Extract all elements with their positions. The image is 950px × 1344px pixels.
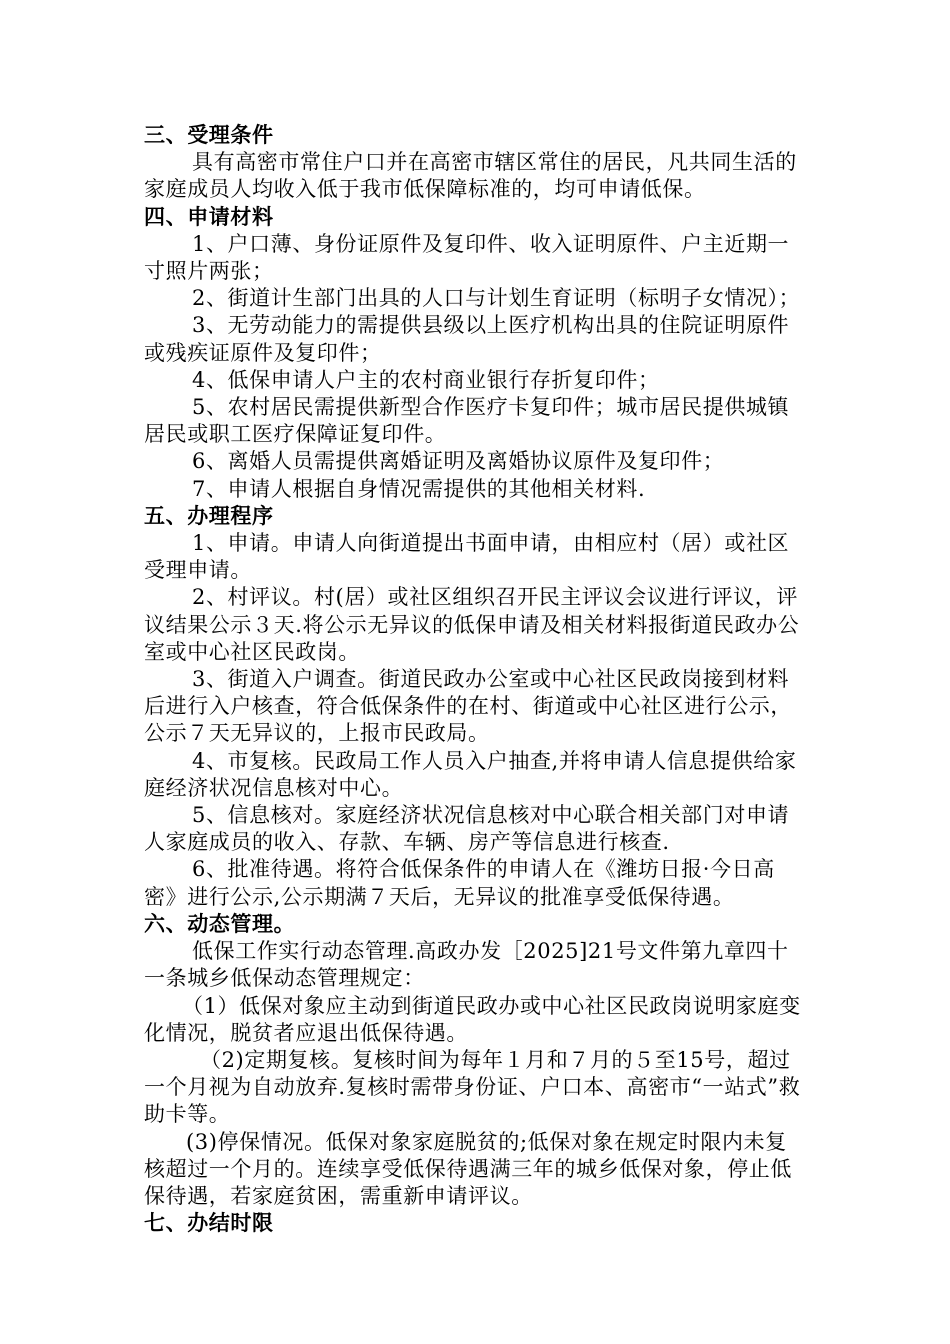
list-item: 3、街道入户调查。街道民政办公室或中心社区民政岗接到材料后进行入户核查，符合低保条件的在村、街道或中心社区进行公示，公示７天无异议的，上报市民政局。 <box>144 667 792 746</box>
section-heading: 六、动态管理。 <box>144 911 296 936</box>
list-item: (3)停保情况。低保对象家庭脱贫的;低保对象在规定时限内未复核超过一个月的。连续享受低保待遇满三年的城乡低保对象，停止低保待遇，若家庭贫困，需重新申请评议。 <box>144 1129 792 1208</box>
section-heading: 五、办理程序 <box>144 503 274 528</box>
document-page <box>144 122 806 1237</box>
list-item: 5、农村居民需提供新型合作医疗卡复印件；城市居民提供城镇居民或职工医疗保障证复印件。 <box>144 395 790 447</box>
list-item: 6、离婚人员需提供离婚证明及离婚协议原件及复印件； <box>192 449 725 474</box>
list-item: （1）低保对象应主动到街道民政办或中心社区民政岗说明家庭变化情况，脱贫者应退出低保待遇。 <box>144 993 801 1045</box>
section-heading: 七、办结时限 <box>144 1211 274 1236</box>
list-item: 6、批准待遇。将符合低保条件的申请人在《潍坊日报·今日高密》进行公示,公示期满７天后，无异议的批准享受低保待遇。 <box>144 857 775 909</box>
paragraph: 具有高密市常住户口并在高密市辖区常住的居民，凡共同生活的家庭成员人均收入低于我市低保障标准的，均可申请低保。 <box>144 150 797 202</box>
list-item: 2、街道计生部门出具的人口与计划生育证明（标明子女情况）； <box>192 286 801 311</box>
paragraph: 低保工作实行动态管理.高政办发［2025]21号文件第九章四十一条城乡低保动态管理规定： <box>144 939 789 991</box>
list-item: 2、村评议。村(居）或社区组织召开民主评议会议进行评议，评议结果公示３天.将公示无异议的低保申请及相关材料报街道民政办公室或中心社区民政岗。 <box>144 585 800 664</box>
section-heading: 三、受理条件 <box>144 123 274 147</box>
list-item: 4、低保申请人户主的农村商业银行存折复印件； <box>192 367 660 392</box>
list-item: 5、信息核对。家庭经济状况信息核对中心联合相关部门对申请人家庭成员的收入、存款、车辆、房产等信息进行核查. <box>144 803 790 855</box>
list-item: 1、申请。申请人向街道提出书面申请，由相应村（居）或社区受理申请。 <box>144 531 790 583</box>
section-heading: 四、申请材料 <box>144 204 274 229</box>
list-item: （2)定期复核。复核时间为每年１月和７月的５至15号，超过一个月视为自动放弃.复核时需带身份证、户口本、高密市“一站式”救助卡等。 <box>144 1047 801 1127</box>
list-item: 7、申请人根据自身情况需提供的其他相关材料. <box>192 476 646 501</box>
list-item: 3、无劳动能力的需提供县级以上医疗机构出具的住院证明原件或残疾证原件及复印件； <box>144 313 790 365</box>
list-item: 1、户口薄、身份证原件及复印件、收入证明原件、户主近期一寸照片两张； <box>144 231 790 284</box>
list-item: 4、市复核。民政局工作人员入户抽查,并将申请人信息提供给家庭经济状况信息核对中心。 <box>144 748 797 800</box>
